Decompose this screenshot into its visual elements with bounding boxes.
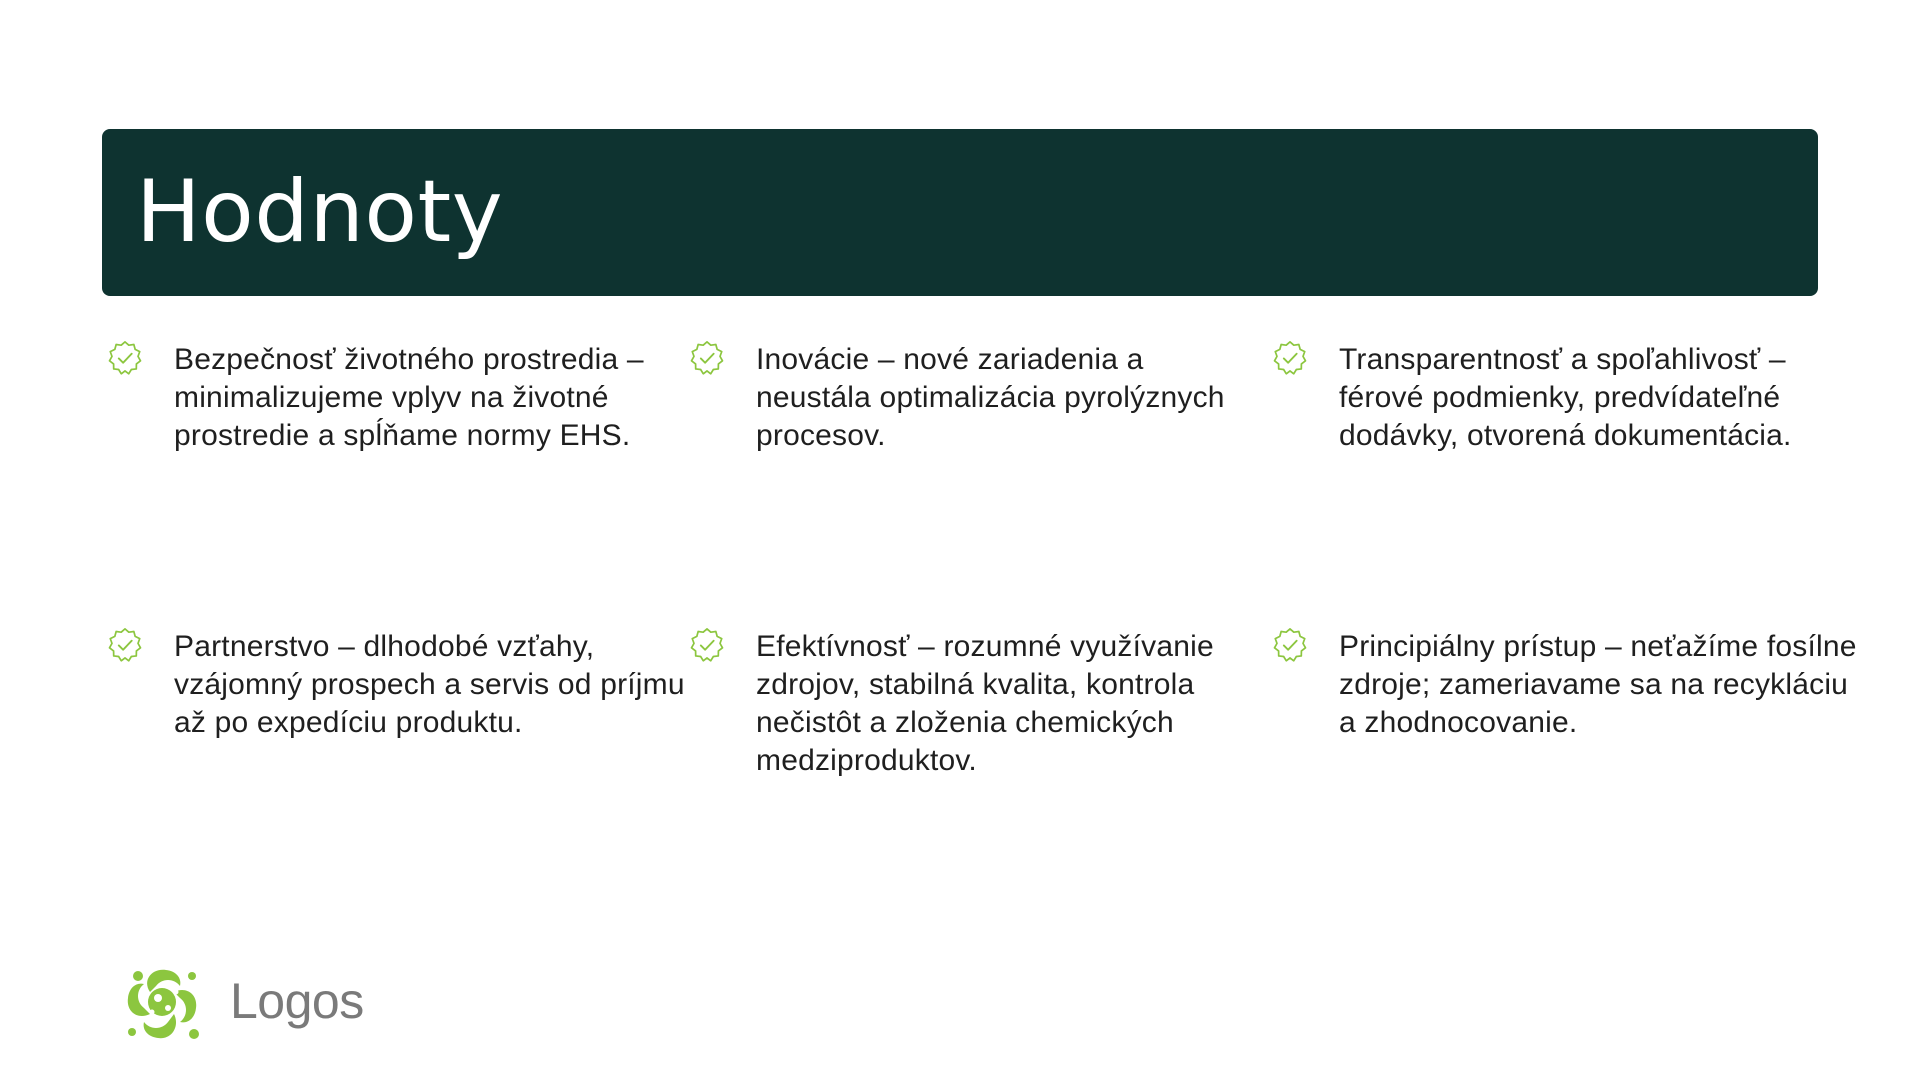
value-text: Bezpečnosť životného prostredia – minimalizujeme vplyv na životné prostredie a spĺňame normy EHS. <box>174 343 644 452</box>
value-text: Efektívnosť – rozumné využívanie zdrojov, stabilná kvalita, kontrola nečistôt a zloženia chemických medziproduktov. <box>756 630 1214 777</box>
value-text: Partnerstvo – dlhodobé vzťahy, vzájomný prospech a servis od príjmu až po expedíciu produktu. <box>174 630 685 739</box>
badge-check-icon <box>106 626 144 664</box>
logo-mark-icon <box>122 962 206 1046</box>
badge-check-icon <box>1271 339 1309 377</box>
value-text: Inovácie – nové zariadenia a neustála optimalizácia pyrolýznych procesov. <box>756 343 1225 452</box>
title-banner <box>102 129 1818 296</box>
badge-check-icon <box>688 626 726 664</box>
slide-title: Hodnoty <box>136 162 504 262</box>
badge-check-icon <box>1271 626 1309 664</box>
value-text: Transparentnosť a spoľahlivosť – férové podmienky, predvídateľné dodávky, otvorená dokumentácia. <box>1339 343 1792 452</box>
value-text: Principiálny prístup – neťažíme fosílne zdroje; zameriavame sa na recykláciu a zhodnocovanie. <box>1339 630 1857 739</box>
company-logo <box>122 962 382 1052</box>
badge-check-icon <box>106 339 144 377</box>
logo-wordmark: Logos <box>230 973 364 1029</box>
badge-check-icon <box>688 339 726 377</box>
